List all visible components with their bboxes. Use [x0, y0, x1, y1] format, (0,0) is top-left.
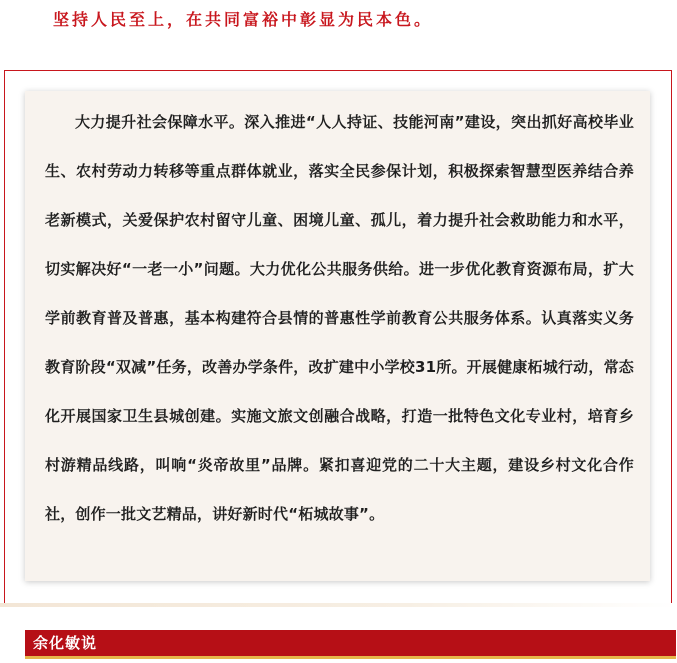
section-title: 余化敏说 — [33, 634, 98, 652]
article-paragraph: 大力提升社会保障水平。深入推进“人人持证、技能河南”建设，突出抓好高校毕业生、农村劳动力转移等重点群体就业，落实全民参保计划，积极探索智慧型医养结合养老新模式，关爱保护农村留守儿童、困境儿童、孤儿，着力提升社会救助能力和水平，切实解决好“一老一小”问题。大力优化公共服务供给。进一步优化教育资源布局，扩大学前教育普及普惠，基本构建符合县情的普惠性学前教育公共服务体系。认真落实义务教育阶段“双减”任务，改善办学条件，改扩建中小学校31所。开展健康柘城行动，常态化开展国家卫生县城创建。实施文旅文创融合战略，打造一批特色文化专业村，培育乡村游精品线路，叫响“炎帝故里”品牌。紧扣喜迎党的二十大主题，建设乡村文化合作社，创作一批文艺精品，讲好新时代“柘城故事”。 — [45, 113, 634, 523]
headline: 坚持人民至上，在共同富裕中彰显为民本色。 — [53, 10, 434, 29]
section-header-bar — [25, 630, 676, 659]
frame-bottom-divider — [0, 603, 677, 607]
article-card — [25, 91, 650, 581]
